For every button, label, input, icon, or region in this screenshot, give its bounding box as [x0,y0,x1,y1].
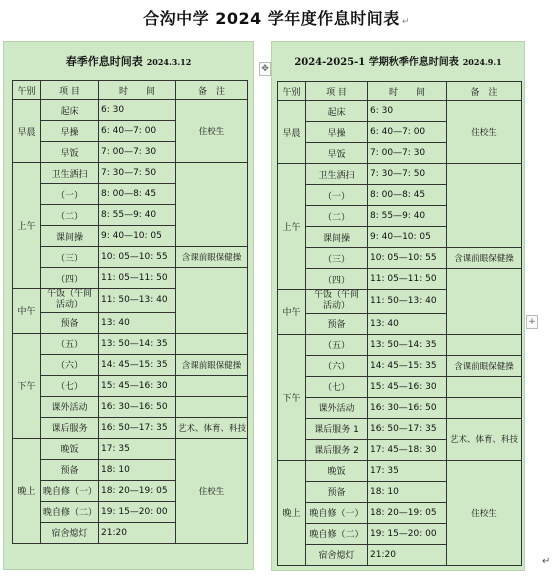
table-row: （四） 11: 05—11: 50 [13,268,248,289]
note-eye-exercise: 含课前眼保健操 [176,247,248,268]
table-row: 中午 午饭（午间活动） 11: 50—13: 40 [278,290,522,314]
table-row: 早操 6: 40—7: 00 [278,122,522,143]
table-row: 下午 （五） 13: 50—14: 35 [13,333,248,354]
period-evening: 晚上 [13,438,41,543]
period-noon: 中午 [13,289,41,334]
table-row: 晚自修（二） 19: 15—20: 00 [13,501,248,522]
table-row: 宿舍熄灯 21:20 [278,544,522,565]
table-row: （六） 14: 45—15: 35 含课前眼保健操 [13,354,248,375]
table-row: 下午 （五） 13: 50—14: 35 [278,334,522,355]
document-title: 合沟中学 2024 学年度作息时间表 ↵ [143,9,410,28]
table-row: 早晨 起床 6: 30 住校生 [278,101,522,122]
note-arts: 艺术、体育、科技 [447,418,522,460]
paragraph-mark-icon: ↵ [401,17,410,27]
table-row: 晚上 晚饭 17: 35 住校生 [13,438,248,459]
period-am: 上午 [278,164,306,290]
note-arts: 艺术、体育、科技 [176,417,248,438]
header-time: 时 间 [99,81,176,100]
period-noon: 中午 [278,290,306,335]
table-row: 上午 卫生洒扫 7: 30—7: 50 [13,163,248,184]
note-eye-exercise: 含课前眼保健操 [447,355,522,376]
header-note: 备 注 [176,81,248,100]
table-row: 预备 18: 10 [13,459,248,480]
plus-icon[interactable]: + [526,315,538,329]
header-item: 项 目 [306,82,368,101]
table-row: （一） 8: 00—8: 45 [278,185,522,206]
table-row: （二） 8: 55—9: 40 [278,206,522,227]
spring-schedule-table [12,80,248,544]
period-pm: 下午 [13,333,41,438]
period-pm: 下午 [278,334,306,460]
table-header-row [278,82,522,101]
period-evening: 晚上 [278,460,306,565]
header-time: 时 间 [368,82,447,101]
autumn-schedule-date: 2024.9.1 [462,57,502,67]
spring-schedule-panel [3,41,254,570]
header-period: 午别 [278,82,306,101]
note-boarders: 住校生 [176,100,248,163]
note-eye-exercise: 含课前眼保健操 [447,248,522,269]
note-boarders: 住校生 [176,438,248,543]
table-row: 上午 卫生洒扫 7: 30—7: 50 [278,164,522,185]
note-boarders: 住校生 [447,460,522,565]
table-row: 早操 6: 40—7: 00 [13,121,248,142]
table-row: 晚上 晚饭 17: 35 住校生 [278,460,522,481]
table-row: 预备 13: 40 [13,312,248,333]
table-row: 早饭 7: 00—7: 30 [278,143,522,164]
table-row: （三） 10: 05—10: 55 含课前眼保健操 [13,247,248,268]
table-row: （三） 10: 05—10: 55 含课前眼保健操 [278,248,522,269]
table-row: （七） 15: 45—16: 30 [278,376,522,397]
table-row: 课外活动 16: 30—16: 50 [13,396,248,417]
table-row: （七） 15: 45—16: 30 [13,375,248,396]
paragraph-mark-icon: ↵ [542,556,551,567]
table-row: （四） 11: 05—11: 50 [278,269,522,290]
table-row: 课后服务 1 16: 50—17: 35 艺术、体育、科技 [278,418,522,439]
table-row: 课后服务 2 17: 45—18: 30 [278,439,522,460]
period-am: 上午 [13,163,41,289]
table-row: 早饭 7: 00—7: 30 [13,142,248,163]
table-row: 课间操 9: 40—10: 05 [13,226,248,247]
spring-schedule-date: 2024.3.12 [146,57,192,67]
table-row: 早晨 起床 6: 30 住校生 [13,100,248,121]
table-row: 中午 午饭（午间活动） 11: 50—13: 40 [13,289,248,313]
table-row: （一） 8: 00—8: 45 [13,184,248,205]
spring-schedule-title: 春季作息时间表 2024.3.12 [65,55,192,68]
move-handle-icon[interactable]: ✥ [259,62,271,76]
table-row: 预备 13: 40 [278,313,522,334]
table-row: 晚自修（二） 19: 15—20: 00 [278,523,522,544]
autumn-schedule-title: 2024-2025-1 学期秋季作息时间表 2024.9.1 [294,57,502,68]
table-row: 课外活动 16: 30—16: 50 [278,397,522,418]
table-row: （六） 14: 45—15: 35 含课前眼保健操 [278,355,522,376]
table-row: 宿舍熄灯 21:20 [13,522,248,543]
table-row: 晚自修（一） 18: 20—19: 05 [278,502,522,523]
header-note: 备 注 [447,82,522,101]
note-eye-exercise: 含课前眼保健操 [176,354,248,375]
header-item: 项 目 [41,81,99,100]
table-header-row [13,81,248,100]
autumn-schedule-panel [271,41,525,571]
table-row: （二） 8: 55—9: 40 [13,205,248,226]
header-period: 午别 [13,81,41,100]
period-morning: 早晨 [278,101,306,164]
table-row: 课后服务 16: 50—17: 35 艺术、体育、科技 [13,417,248,438]
table-row: 预备 18: 10 [278,481,522,502]
autumn-schedule-table [277,81,522,566]
note-boarders: 住校生 [447,101,522,164]
table-row: 课间操 9: 40—10: 05 [278,227,522,248]
period-morning: 早晨 [13,100,41,163]
table-row: 晚自修（一） 18: 20—19: 05 [13,480,248,501]
